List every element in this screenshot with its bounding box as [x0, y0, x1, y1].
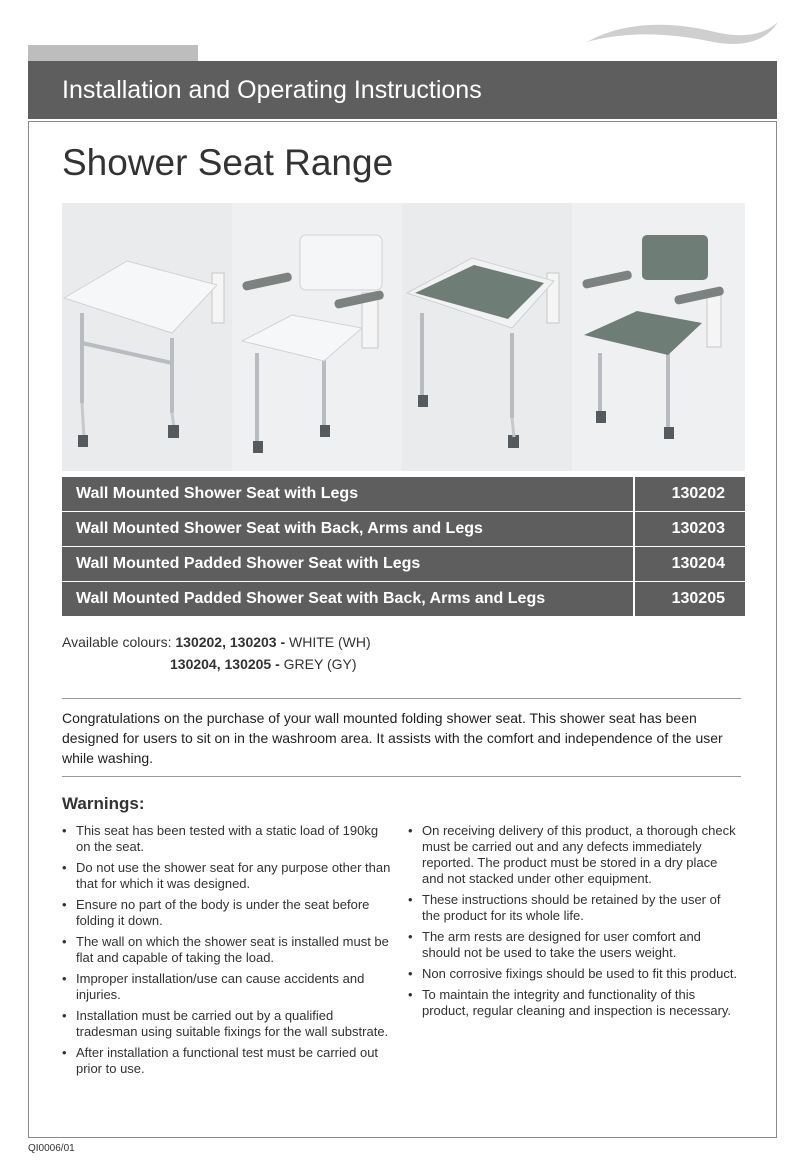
product-code: 130202: [635, 477, 745, 511]
colours-codes-grey: 130204, 130205 -: [170, 656, 280, 672]
list-item: • Ensure no part of the body is under the seat before folding it down.: [62, 897, 392, 929]
list-item: • These instructions should be retained by the user of the product for its whole life.: [408, 892, 738, 924]
brand-swoosh-logo: [585, 18, 780, 50]
colours-grey: GREY (GY): [283, 656, 357, 672]
product-table: [62, 477, 745, 617]
table-row: [62, 477, 745, 511]
intro-paragraph: Congratulations on the purchase of your wall mounted folding shower seat. This shower seat has been designed for users to sit on in the washroom area. It assists with the comfort and independence of the user while washing.: [62, 710, 723, 766]
product-code: 130203: [635, 512, 745, 546]
list-item: • On receiving delivery of this product, a thorough check must be carried out and any defects immediately reported. The product must be stored in a dry place and not stacked under other equipment.: [408, 823, 738, 887]
product-name: Wall Mounted Shower Seat with Back, Arms and Legs: [62, 512, 633, 546]
warnings-left-column: [62, 823, 392, 1082]
table-row: [62, 512, 745, 546]
list-item: • Improper installation/use can cause accidents and injuries.: [62, 971, 392, 1003]
product-code: 130204: [635, 547, 745, 581]
list-item: • Installation must be carried out by a qualified tradesman using suitable fixings for the wall substrate.: [62, 1008, 392, 1040]
list-item: • The wall on which the shower seat is installed must be flat and capable of taking the load.: [62, 934, 392, 966]
product-name: Wall Mounted Shower Seat with Legs: [62, 477, 633, 511]
warnings-right-column: [408, 823, 738, 1024]
product-name: Wall Mounted Padded Shower Seat with Back, Arms and Legs: [62, 582, 633, 616]
colours-white: WHITE (WH): [289, 634, 371, 650]
warnings-heading: Warnings:: [62, 794, 145, 813]
table-row: [62, 547, 745, 581]
product-name: Wall Mounted Padded Shower Seat with Legs: [62, 547, 633, 581]
divider: [62, 698, 741, 699]
table-row: [62, 582, 745, 616]
list-item: • Do not use the shower seat for any purpose other than that for which it was designed.: [62, 860, 392, 892]
divider: [62, 776, 741, 777]
list-item: • The arm rests are designed for user comfort and should not be used to take the users weight.: [408, 929, 738, 961]
list-item: • This seat has been tested with a static load of 190kg on the seat.: [62, 823, 392, 855]
header-title: Installation and Operating Instructions: [62, 76, 482, 104]
product-photos: [62, 203, 745, 471]
list-item: • Non corrosive fixings should be used to fit this product.: [408, 966, 738, 982]
list-item: • To maintain the integrity and functionality of this product, regular cleaning and inspection is necessary.: [408, 987, 738, 1019]
document-reference: QI0006/01: [28, 1143, 75, 1154]
product-code: 130205: [635, 582, 745, 616]
header-bar: [28, 61, 777, 119]
available-colours: [62, 631, 371, 675]
header-tab: [28, 45, 198, 61]
list-item: • After installation a functional test must be carried out prior to use.: [62, 1045, 392, 1077]
colours-label: Available colours:: [62, 634, 172, 650]
page-title: Shower Seat Range: [62, 142, 394, 183]
colours-codes-white: 130202, 130203 -: [175, 634, 286, 650]
